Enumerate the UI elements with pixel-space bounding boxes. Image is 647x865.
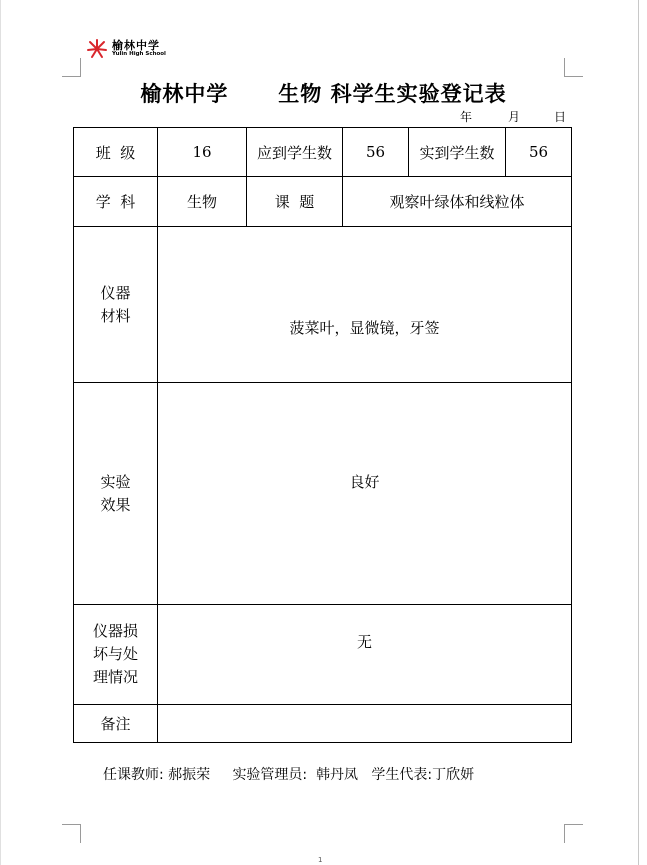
date-month-label: 月 [508,110,521,124]
result-label-line: 效果 [100,495,131,514]
damage-label-line: 仪器损 [92,622,138,640]
title-form-name: 科学生实验登记表 [330,82,507,106]
materials-label-line: 仪器 [100,283,131,302]
student-rep-label: 学生代表: [371,767,433,783]
class-label: 班 级 [74,128,158,177]
crop-mark-top-right [564,58,583,77]
page-edge-left [0,0,1,865]
result-value: 良好 [158,383,572,605]
materials-label [74,227,158,383]
school-logo [86,38,166,60]
topic-value: 观察叶绿体和线粒体 [343,177,572,227]
damage-label-line: 坏与处 [92,645,138,663]
teacher-name: 郝振荣 [168,767,211,783]
page-edge-right [638,0,639,865]
teacher-label: 任课教师: [103,767,164,783]
registration-table [73,127,572,743]
crop-mark-bottom-right [564,824,583,843]
table-row [74,128,572,177]
crop-mark-bottom-left [62,824,81,843]
expected-students-label: 应到学生数 [247,128,343,177]
form-title [0,78,647,108]
student-rep-name: 丁欣妍 [432,767,475,783]
notes-value [158,705,572,743]
signature-line [103,764,474,784]
lab-admin-name: 韩丹凤 [316,767,359,783]
actual-students-value: 56 [506,128,572,177]
class-value: 16 [158,128,247,177]
table-row [74,383,572,605]
materials-value: 菠菜叶，显微镜，牙签 [158,227,572,383]
notes-label: 备注 [74,705,158,743]
actual-students-label: 实到学生数 [409,128,506,177]
logo-name-cn: 榆林中学 [112,39,160,53]
topic-label: 课 题 [247,177,343,227]
expected-students-value: 56 [343,128,409,177]
subject-label: 学 科 [74,177,158,227]
lab-admin-label: 实验管理员: [232,767,308,783]
school-emblem-icon [86,38,108,60]
subject-value: 生物 [158,177,247,227]
table-row [74,227,572,383]
damage-label-line: 理情况 [92,668,138,686]
date-year-label: 年 [460,110,473,124]
table-row [74,177,572,227]
title-subject: 生物 [278,82,323,106]
damage-label [74,605,158,705]
page-number: 1 [318,856,323,864]
table-row [74,705,572,743]
materials-label-line: 材料 [100,306,131,325]
date-day-label: 日 [554,110,567,124]
date-line [460,108,566,125]
damage-value: 无 [158,605,572,705]
result-label-line: 实验 [100,472,131,491]
logo-name-en: Yulin High School [112,51,166,58]
title-school: 榆林中学 [140,82,229,106]
crop-mark-top-left [62,58,81,77]
result-label [74,383,158,605]
table-row [74,605,572,705]
